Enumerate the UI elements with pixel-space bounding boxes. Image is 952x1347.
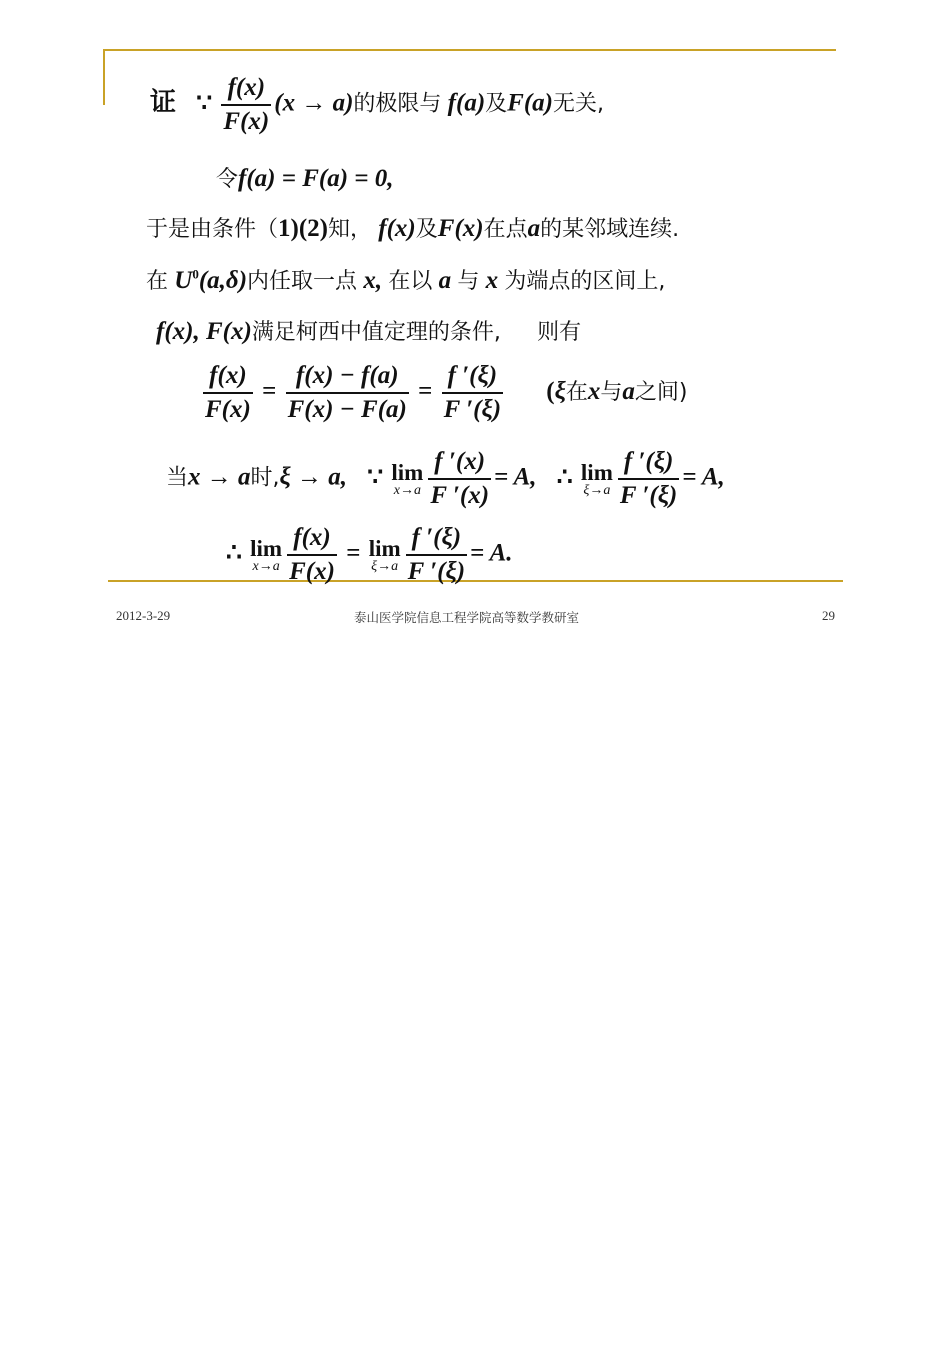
- line-text: 为端点的区间上,: [504, 269, 666, 294]
- line-text: 令: [216, 167, 239, 192]
- limit-operator: [250, 536, 282, 575]
- proof-line-2: [216, 162, 394, 193]
- fraction-2: [286, 362, 409, 424]
- equation: f(a) = F(a) = 0,: [238, 165, 394, 192]
- footer-date: 2012-3-29: [116, 608, 171, 623]
- line-text: 满足柯西中值定理的条件,: [251, 320, 501, 345]
- math-a: a: [527, 215, 541, 242]
- math-a: a: [622, 377, 635, 405]
- fraction-denominator: F ′(ξ): [442, 392, 503, 424]
- fraction-3: [442, 362, 503, 424]
- superscript-zero: 0: [192, 266, 199, 282]
- lim-word: lim: [580, 459, 613, 485]
- fraction-1: [203, 362, 253, 424]
- line-text: 时,: [250, 465, 280, 491]
- limit-operator: [369, 536, 401, 575]
- proof-line-6: [200, 362, 687, 424]
- fraction-denominator: F ′(ξ): [406, 554, 467, 586]
- line-text: 则有: [537, 320, 582, 345]
- math-fa: f(a): [447, 89, 486, 117]
- lim-word: lim: [391, 459, 424, 485]
- paren-open: (: [546, 377, 555, 405]
- fraction-denominator: F(x): [203, 392, 253, 424]
- line-text: 无关,: [553, 91, 604, 117]
- limit-operator: [391, 460, 423, 499]
- ratio-fraction: [221, 74, 271, 136]
- line-text: 当: [166, 465, 189, 491]
- math-x: x,: [363, 267, 383, 294]
- fraction-denominator: F ′(x): [428, 478, 491, 510]
- fraction-numerator: f ′(ξ): [447, 362, 498, 389]
- top-rule: [103, 49, 836, 51]
- limit-condition: ξ → a,: [279, 463, 347, 491]
- line-text: 在点: [483, 217, 528, 242]
- math-fx: f(x): [378, 215, 416, 242]
- math-functions: f(x), F(x): [156, 318, 252, 345]
- math-a: a: [438, 267, 452, 294]
- fraction-numerator: f(x) − f(a): [295, 362, 399, 389]
- fraction-numerator: f(x): [209, 362, 247, 389]
- proof-line-4: [146, 264, 665, 295]
- math-U: U: [174, 267, 193, 294]
- lim-subscript: ξ→a: [371, 558, 399, 574]
- line-text: 在以: [388, 269, 433, 294]
- because-symbol: ∵: [196, 89, 213, 117]
- derivative-fraction: [428, 448, 491, 510]
- lim-word: lim: [368, 535, 401, 561]
- limit-condition: x → a: [188, 463, 251, 491]
- line-text: 及: [485, 91, 508, 117]
- line-text: 与: [600, 379, 623, 405]
- limit-value: = A.: [470, 539, 513, 567]
- lim-word: lim: [250, 535, 283, 561]
- line-text: 的极限与: [353, 91, 442, 117]
- math-xi: ξ: [554, 377, 566, 405]
- line-text: 之间): [634, 379, 688, 405]
- derivative-fraction: [406, 524, 467, 586]
- line-text: 于是由条件（: [146, 217, 279, 242]
- derivative-fraction: [618, 448, 679, 510]
- line-text: 在: [565, 379, 588, 405]
- lim-subscript: ξ→a: [583, 482, 611, 498]
- limit-value: = A,: [494, 463, 537, 491]
- fraction-numerator: f ′(x): [434, 448, 486, 475]
- line-text: 与: [457, 269, 480, 294]
- line-text: 知，: [328, 217, 373, 242]
- limit-operator: [581, 460, 613, 499]
- math-Fx: F(x): [437, 215, 484, 242]
- fraction-numerator: f(x): [227, 74, 266, 101]
- fraction-denominator: F(x): [221, 104, 271, 136]
- proof-line-1: [150, 74, 604, 136]
- proof-label: 证: [150, 87, 177, 118]
- line-text: 在: [146, 269, 169, 294]
- equals-sign: =: [346, 539, 361, 567]
- proof-line-5: [156, 315, 581, 346]
- equals-sign: =: [262, 377, 277, 405]
- annotation: [546, 378, 687, 405]
- ratio-fraction: [287, 524, 337, 586]
- therefore-symbol: ∴: [556, 463, 573, 491]
- footer-page-number: 29: [822, 608, 835, 623]
- line-text: 的某邻域连续.: [540, 217, 680, 242]
- limit-condition: (x → a): [274, 89, 354, 117]
- fraction-numerator: f(x): [293, 524, 331, 551]
- condition-ref: 1)(2): [278, 215, 328, 242]
- equals-sign: =: [418, 377, 433, 405]
- fraction-numerator: f ′(ξ): [623, 448, 674, 475]
- fraction-denominator: F(x) − F(a): [286, 392, 409, 424]
- left-rule: [103, 49, 105, 105]
- limit-value: = A,: [682, 463, 725, 491]
- proof-line-8: [226, 524, 513, 586]
- fraction-denominator: F(x): [287, 554, 337, 586]
- neighborhood-args: (a,δ): [198, 267, 248, 294]
- line-text: 及: [415, 217, 438, 242]
- math-Fa: F(a): [507, 89, 553, 117]
- lim-subscript: x→a: [393, 482, 421, 498]
- math-x: x: [485, 267, 499, 294]
- therefore-symbol: ∴: [226, 539, 242, 567]
- math-x: x: [587, 377, 601, 405]
- line-text: 内任取一点: [247, 269, 358, 294]
- lim-subscript: x→a: [252, 558, 280, 574]
- proof-line-7: [166, 448, 725, 510]
- fraction-denominator: F ′(ξ): [618, 478, 679, 510]
- footer-org: 泰山医学院信息工程学院高等数学教研室: [354, 610, 580, 625]
- because-symbol: ∵: [367, 463, 384, 491]
- proof-line-3: [146, 212, 679, 243]
- fraction-numerator: f ′(ξ): [411, 524, 462, 551]
